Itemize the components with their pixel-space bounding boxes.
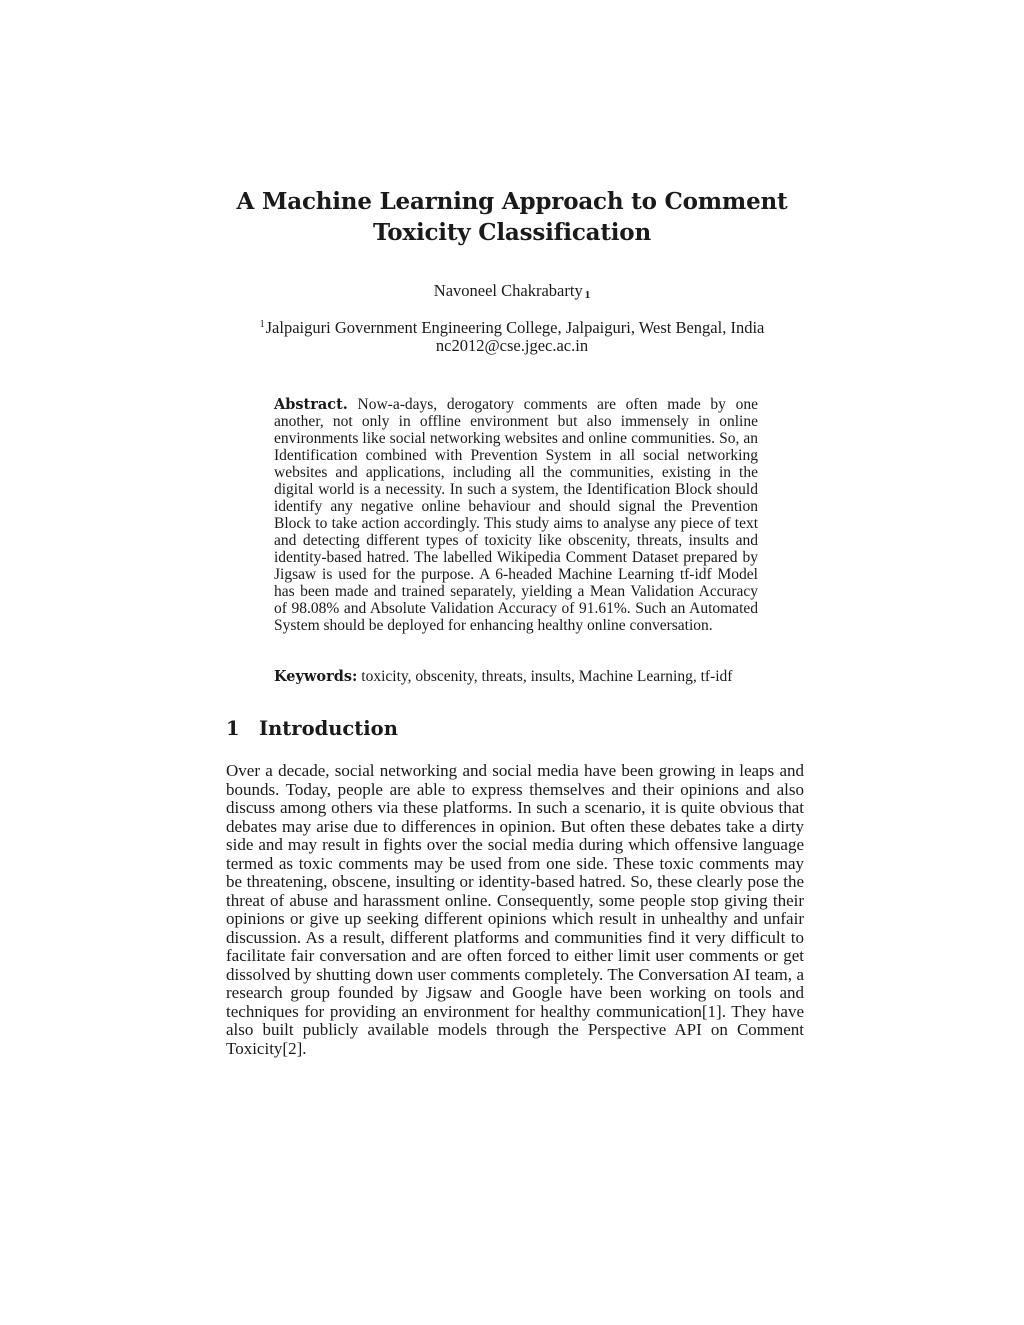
- keywords: [274, 668, 774, 686]
- author-affiliation-marker: 1: [584, 289, 591, 301]
- section-heading-introduction: [226, 716, 398, 742]
- affiliation-line: [200, 315, 824, 338]
- introduction-paragraph: Over a decade, social networking and social media have been growing in leaps and bounds. Today, people are able to express themselves and their opinions and also discuss among others via these platforms. In such a scenario, it is quite obvious that debates may arise due to differences in opinion. But often these debates take a dirty side and may result in fights over the social media during which offensive language termed as toxic comments may be used from one side. These toxic comments may be threatening, obscene, insulting or identity-based hatred. So, these clearly pose the threat of abuse and harassment online. Consequently, some people stop giving their opinions or give up seeking different opinions which result in unhealthy and unfair discussion. As a result, different platforms and communities find it very difficult to facilitate fair conversation and are often forced to either limit user comments or get dissolved by shutting down user comments completely. The Conversation AI team, a research group founded by Jigsaw and Google have been working on tools and techniques for providing an environment for healthy communication[1]. They have also built publicly available models through the Perspective API on Comment Toxicity[2].: [226, 761, 804, 1058]
- paper-title: [200, 186, 824, 248]
- section-title: Introduction: [259, 717, 398, 740]
- keywords-text: toxicity, obscenity, threats, insults, Machine Learning, tf-idf: [361, 668, 733, 685]
- author-email: nc2012@cse.jgec.ac.in: [435, 336, 589, 355]
- abstract: [274, 396, 758, 634]
- paper-title-line-1: A Machine Learning Approach to Comment: [236, 188, 788, 215]
- section-number: 1: [226, 717, 240, 740]
- author-line: [200, 281, 824, 305]
- paper-title-line-2: Toxicity Classification: [373, 219, 651, 246]
- affiliation-marker: 1: [259, 319, 265, 330]
- abstract-text: Now-a-days, derogatory comments are often made by one another, not only in offline environment but also immensely in online environments like social networking websites and online communities. So, an Identification combined with Prevention System in all social networking websites and applications, including all the communities, existing in the digital world is a necessity. In such a system, the Identification Block should identify any negative online behaviour and should signal the Prevention Block to take action accordingly. This study aims to analyse any piece of text and detecting different types of toxicity like obscenity, threats, insults and identity-based hatred. The labelled Wikipedia Comment Dataset prepared by Jigsaw is used for the purpose. A 6-headed Machine Learning tf-idf Model has been made and trained separately, yielding a Mean Validation Accuracy of 98.08% and Absolute Validation Accuracy of 91.61%. Such an Automated System should be deployed for enhancing healthy online conversation.: [274, 396, 758, 634]
- keywords-label: Keywords:: [274, 668, 358, 685]
- author-name: Navoneel Chakrabarty: [433, 281, 583, 300]
- abstract-label: Abstract.: [274, 396, 348, 413]
- affiliation-text: Jalpaiguri Government Engineering College, Jalpaiguri, West Bengal, India: [265, 318, 765, 337]
